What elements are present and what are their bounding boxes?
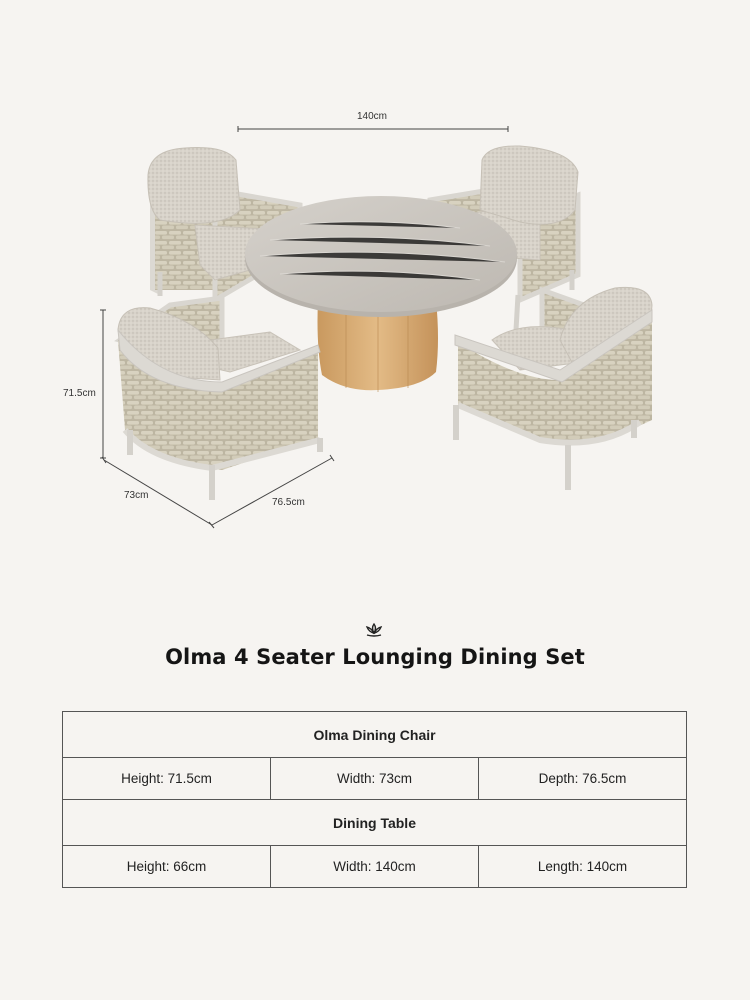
table-heading: Dining Table — [63, 800, 687, 846]
chair-front-left — [118, 298, 320, 500]
table-height-cell: Height: 66cm — [63, 846, 271, 888]
chair-heading-row — [63, 712, 687, 758]
table-heading-row — [63, 800, 687, 846]
height-label: 71.5cm — [63, 388, 96, 399]
table-width-label: 140cm — [357, 111, 388, 122]
chair-front-right — [455, 287, 652, 490]
height-dimension — [100, 310, 106, 458]
lotus-icon — [364, 622, 384, 638]
spec-table — [62, 711, 687, 888]
page-title: Olma 4 Seater Lounging Dining Set — [165, 645, 585, 669]
depth-label: 76.5cm — [272, 497, 305, 508]
chair-values-row — [63, 758, 687, 800]
chair-width-cell: Width: 73cm — [271, 758, 479, 800]
chair-heading: Olma Dining Chair — [63, 712, 687, 758]
table-length-cell: Length: 140cm — [479, 846, 687, 888]
width-label: 73cm — [124, 490, 149, 501]
chair-height-cell: Height: 71.5cm — [63, 758, 271, 800]
table-values-row — [63, 846, 687, 888]
table-width-dimension — [238, 126, 508, 132]
chair-depth-cell: Depth: 76.5cm — [479, 758, 687, 800]
table-width-cell: Width: 140cm — [271, 846, 479, 888]
